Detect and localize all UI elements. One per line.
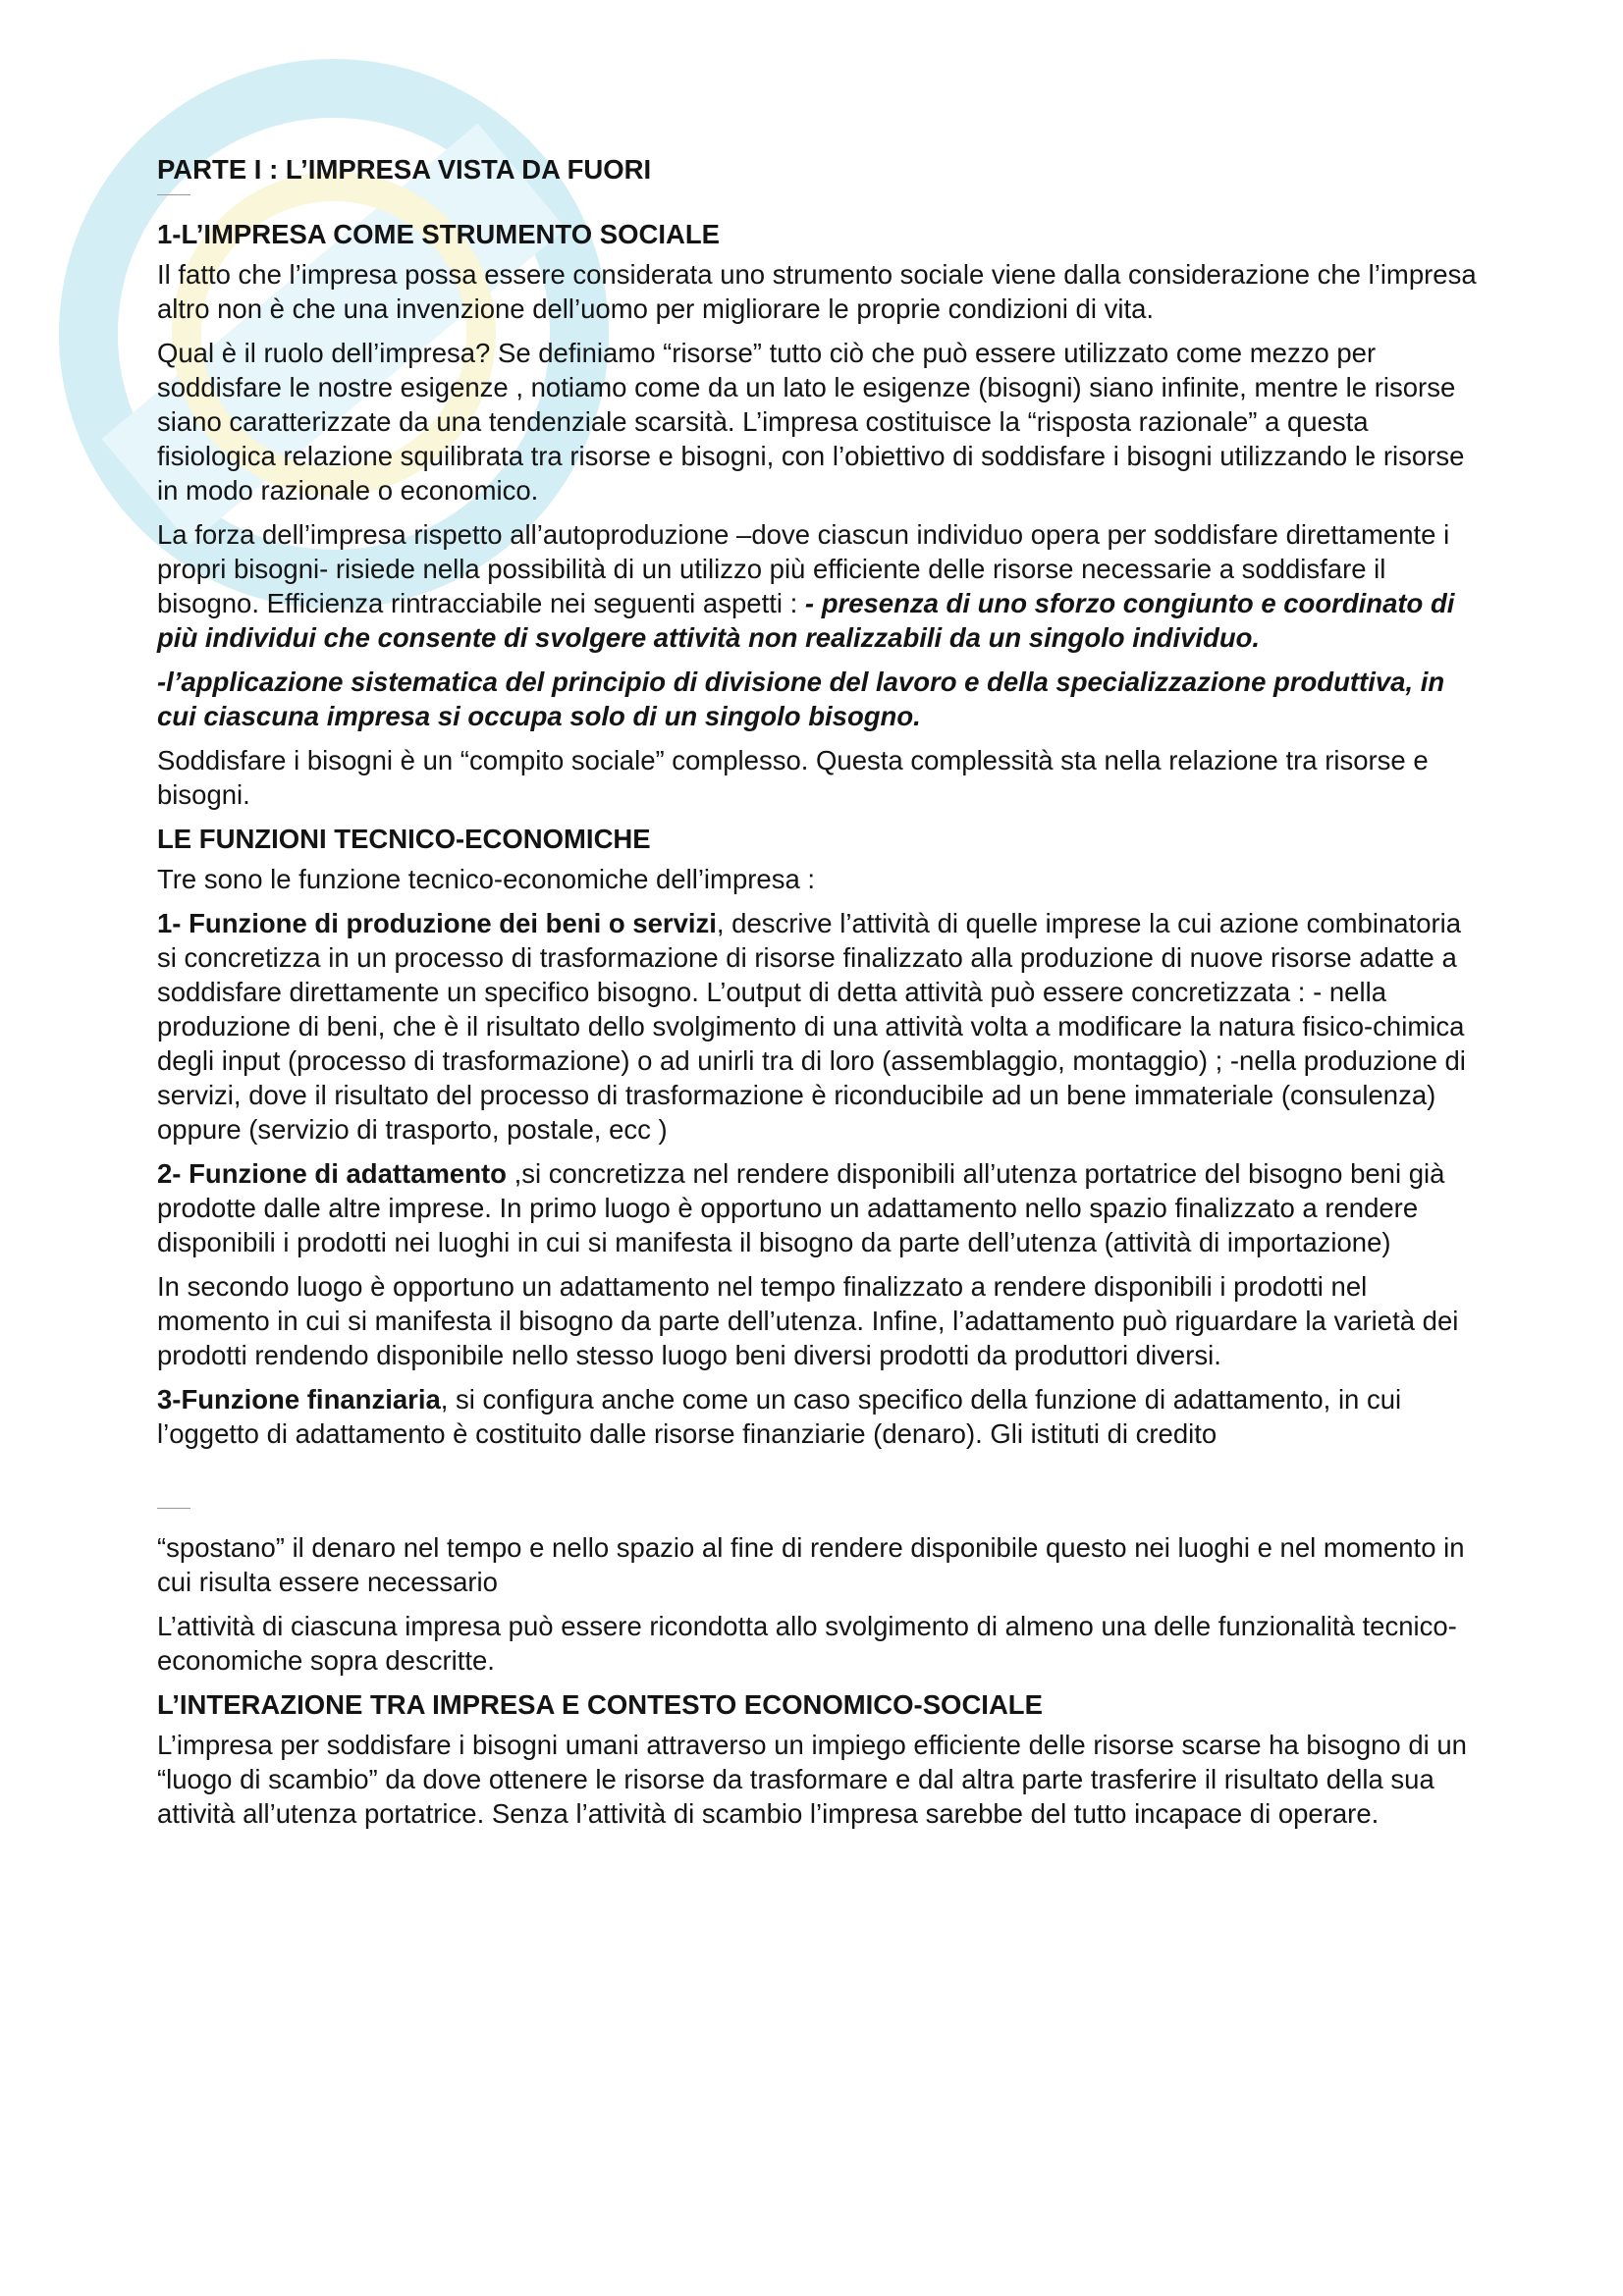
section-heading-funzioni-tecnico-economiche: LE FUNZIONI TECNICO-ECONOMICHE bbox=[157, 824, 651, 854]
document-page bbox=[157, 152, 1483, 1841]
paragraph-tre-funzioni: Tre sono le funzione tecnico-economiche dell’impresa : bbox=[157, 864, 816, 894]
paragraph-funzione-produzione bbox=[157, 906, 1483, 1147]
paragraph-divisione-lavoro: -l’applicazione sistematica del principio di divisione del lavoro e della specializzazione produttiva, in cui ciascuna impresa si occupa solo di un singolo bisogno. bbox=[157, 667, 1445, 731]
paragraph-adattamento-tempo: In secondo luogo è opportuno un adattamento nel tempo finalizzato a rendere disponibili i prodotti nel momento in cui si manifesta il bisogno da parte dell’utenza. Infine, l’adattamento può riguardare la varietà dei prodotti rendendo disponibile nello stesso luogo beni diversi prodotti da produttori diversi. bbox=[157, 1271, 1459, 1370]
section-heading-interazione: L’INTERAZIONE TRA IMPRESA E CONTESTO ECONOMICO-SOCIALE bbox=[157, 1689, 1043, 1720]
funzione-adattamento-label: 2- Funzione di adattamento bbox=[157, 1158, 507, 1189]
paragraph-attivita-impresa: L’attività di ciascuna impresa può essere ricondotta allo svolgimento di almeno una delle funzionalità tecnico-economiche sopra descritte. bbox=[157, 1611, 1457, 1676]
paragraph-ruolo-impresa: Qual è il ruolo dell’impresa? Se definiamo “risorse” tutto ciò che può essere utilizzato come mezzo per soddisfare le nostre esigenze , notiamo come da un lato le esigenze (bisogni) siano infinite, mentre le risorse siano caratterizzate da una tendenziale scarsità. L’impresa costituisce la “risposta razionale” a questa fisiologica relazione squilibrata tra risorse e bisogni, con l’obiettivo di soddisfare i bisogni utilizzando le risorse in modo razionale o economico. bbox=[157, 338, 1465, 506]
section-heading-impresa-strumento-sociale: 1-L’IMPRESA COME STRUMENTO SOCIALE bbox=[157, 219, 720, 249]
funzione-adattamento-text: ,si concretizza nel rendere disponibili all’utenza portatrice del bisogno beni già prodotte dalle altre imprese. In primo luogo è opportuno un adattamento nello spazio finalizzato a rendere disponibili i prodotti nei luoghi in cui si manifesta il bisogno da parte dell’utenza (attività di importazione) bbox=[157, 1158, 1445, 1257]
separator-mark bbox=[157, 1508, 190, 1513]
separator-mark bbox=[157, 194, 190, 199]
funzione-produzione-text: , descrive l’attività di quelle imprese la cui azione combinatoria si concretizza in un processo di trasformazione di risorse finalizzato alla produzione di nuove risorse adatte a soddisfare direttamente un specifico bisogno. L’output di detta attività può essere concretizzata : - nella produzione di beni, che è il risultato dello svolgimento di una attività volta a modificare la natura fisico-chimica degli input (processo di trasformazione) o ad unirli tra di loro (assemblaggio, montaggio) ; -nella produzione di servizi, dove il risultato del processo di trasformazione è riconducibile ad un bene immateriale (consulenza) oppure (servizio di trasporto, postale, ecc ) bbox=[157, 908, 1466, 1145]
paragraph-forza-impresa bbox=[157, 517, 1483, 655]
page-title: PARTE I : L’IMPRESA VISTA DA FUORI bbox=[157, 154, 652, 185]
paragraph-forza-impresa-emphasis: - presenza di uno sforzo congiunto e coordinato di più individui che consente di svolgere attività non realizzabili da un singolo individuo. bbox=[157, 588, 1455, 653]
paragraph-luogo-scambio: L’impresa per soddisfare i bisogni umani attraverso un impiego efficiente delle risorse scarse ha bisogno di un “luogo di scambio” da dove ottenere le risorse da trasformare e dal altra parte trasferire il risultato della sua attività all’utenza portatrice. Senza l’attività di scambio l’impresa sarebbe del tutto incapace di operare. bbox=[157, 1730, 1467, 1829]
funzione-produzione-label: 1- Funzione di produzione dei beni o servizi bbox=[157, 908, 717, 938]
funzione-finanziaria-text: , si configura anche come un caso specifico della funzione di adattamento, in cui l’oggetto di adattamento è costituito dalle risorse finanziarie (denaro). Gli istituti di credito bbox=[157, 1384, 1402, 1449]
paragraph-forza-impresa-text: La forza dell’impresa rispetto all’autoproduzione –dove ciascun individuo opera per soddisfare direttamente i propri bisogni- risiede nella possibilità di un utilizzo più efficiente delle risorse necessarie a soddisfare il bisogno. Efficienza rintracciabile nei seguenti aspetti : bbox=[157, 519, 1450, 618]
paragraph-funzione-adattamento bbox=[157, 1156, 1483, 1259]
paragraph-funzione-finanziaria bbox=[157, 1382, 1483, 1451]
funzione-finanziaria-label: 3-Funzione finanziaria bbox=[157, 1384, 441, 1415]
paragraph-spostano-denaro: “spostano” il denaro nel tempo e nello spazio al fine di rendere disponibile questo nei luoghi e nel momento in cui risulta essere necessario bbox=[157, 1532, 1465, 1597]
paragraph-strumento-sociale: Il fatto che l’impresa possa essere considerata uno strumento sociale viene dalla considerazione che l’impresa altro non è che una invenzione dell’uomo per migliorare le proprie condizioni di vita. bbox=[157, 259, 1477, 324]
paragraph-compito-sociale: Soddisfare i bisogni è un “compito sociale” complesso. Questa complessità sta nella relazione tra risorse e bisogni. bbox=[157, 745, 1429, 810]
